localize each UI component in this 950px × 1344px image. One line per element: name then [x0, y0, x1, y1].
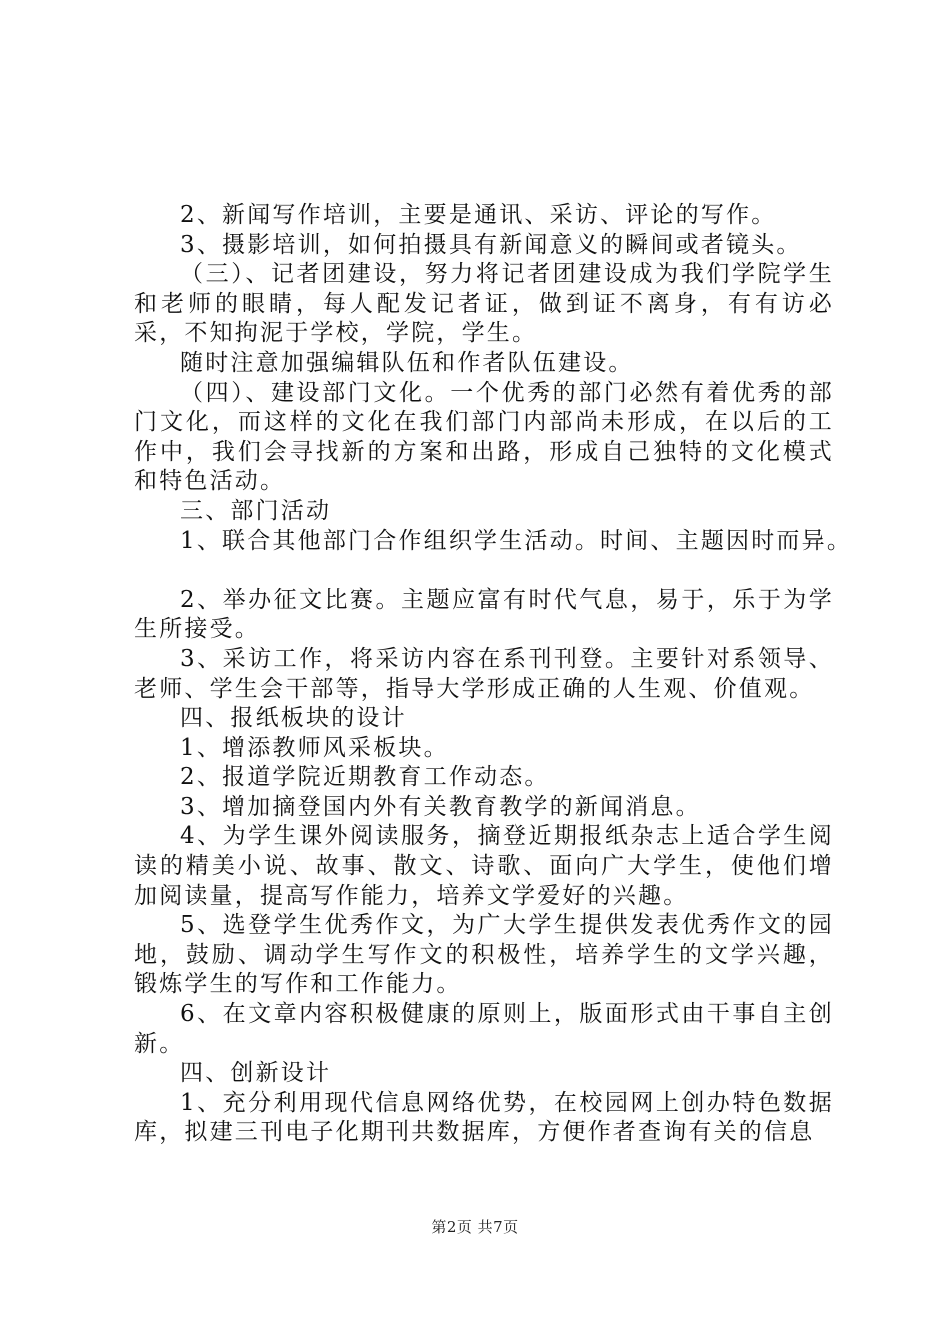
paragraph-domestic-foreign-news: 3、增加摘登国内外有关教育教学的新闻消息。	[180, 793, 701, 820]
paragraph-student-essays: 5、选登学生优秀作文，为广大学生提供发表优秀作文的园地，鼓励、调动学生写作文的积极性，培养学生的文学兴趣，锻炼学生的写作和工作能力。	[134, 912, 834, 998]
paragraph-reporter-team: （三）、记者团建设，努力将记者团建设成为我们学院学生和老师的眼睛，每人配发记者证，做到证不离身，有有访必采，不知拘泥于学校，学院，学生。	[134, 261, 834, 347]
heading-newspaper-sections: 四、报纸板块的设计	[180, 705, 407, 732]
paragraph-network-database: 1、充分利用现代信息网络优势，在校园网上创办特色数据库，拟建三刊电子化期刊共数据库，方便作者查询有关的信息	[134, 1089, 834, 1146]
paragraph-layout-freedom: 6、在文章内容积极健康的原则上，版面形式由干事自主创新。	[134, 1001, 834, 1057]
paragraph-teacher-section: 1、增添教师风采板块。	[180, 734, 449, 761]
paragraph-education-news: 2、报道学院近期教育工作动态。	[180, 764, 550, 791]
heading-innovation-design: 四、创新设计	[180, 1060, 332, 1087]
paragraph-joint-activities: 1、联合其他部门合作组织学生活动。时间、主题因时而异。	[180, 527, 853, 554]
paragraph-reading-service: 4、为学生课外阅读服务，摘登近期报纸杂志上适合学生阅读的精美小说、故事、散文、诗歌、面向广大学生，使他们增加阅读量，提高写作能力，培养文学爱好的兴趣。	[134, 823, 834, 909]
paragraph-department-culture: （四）、建设部门文化。一个优秀的部门必然有着优秀的部门文化，而这样的文化在我们部门内部尚未形成，在以后的工作中，我们会寻找新的方案和出路，形成自己独特的文化模式和特色活动。	[134, 379, 834, 495]
paragraph-training-photo: 3、摄影培训，如何拍摄具有新闻意义的瞬间或者镜头。	[180, 231, 802, 258]
paragraph-essay-contest: 2、举办征文比赛。主题应富有时代气息，易于，乐于为学生所接受。	[134, 586, 834, 643]
paragraph-interviews: 3、采访工作，将采访内容在系刊刊登。主要针对系领导、老师、学生会干部等，指导大学形成正确的人生观、价值观。	[134, 645, 834, 702]
document-body	[134, 201, 853, 1148]
paragraph-training-writing: 2、新闻写作培训，主要是通讯、采访、评论的写作。	[180, 202, 777, 228]
heading-department-activities: 三、部门活动	[180, 497, 332, 524]
paragraph-editor-team: 随时注意加强编辑队伍和作者队伍建设。	[180, 349, 634, 376]
page-number-footer: 第2页 共7页	[431, 1218, 519, 1236]
